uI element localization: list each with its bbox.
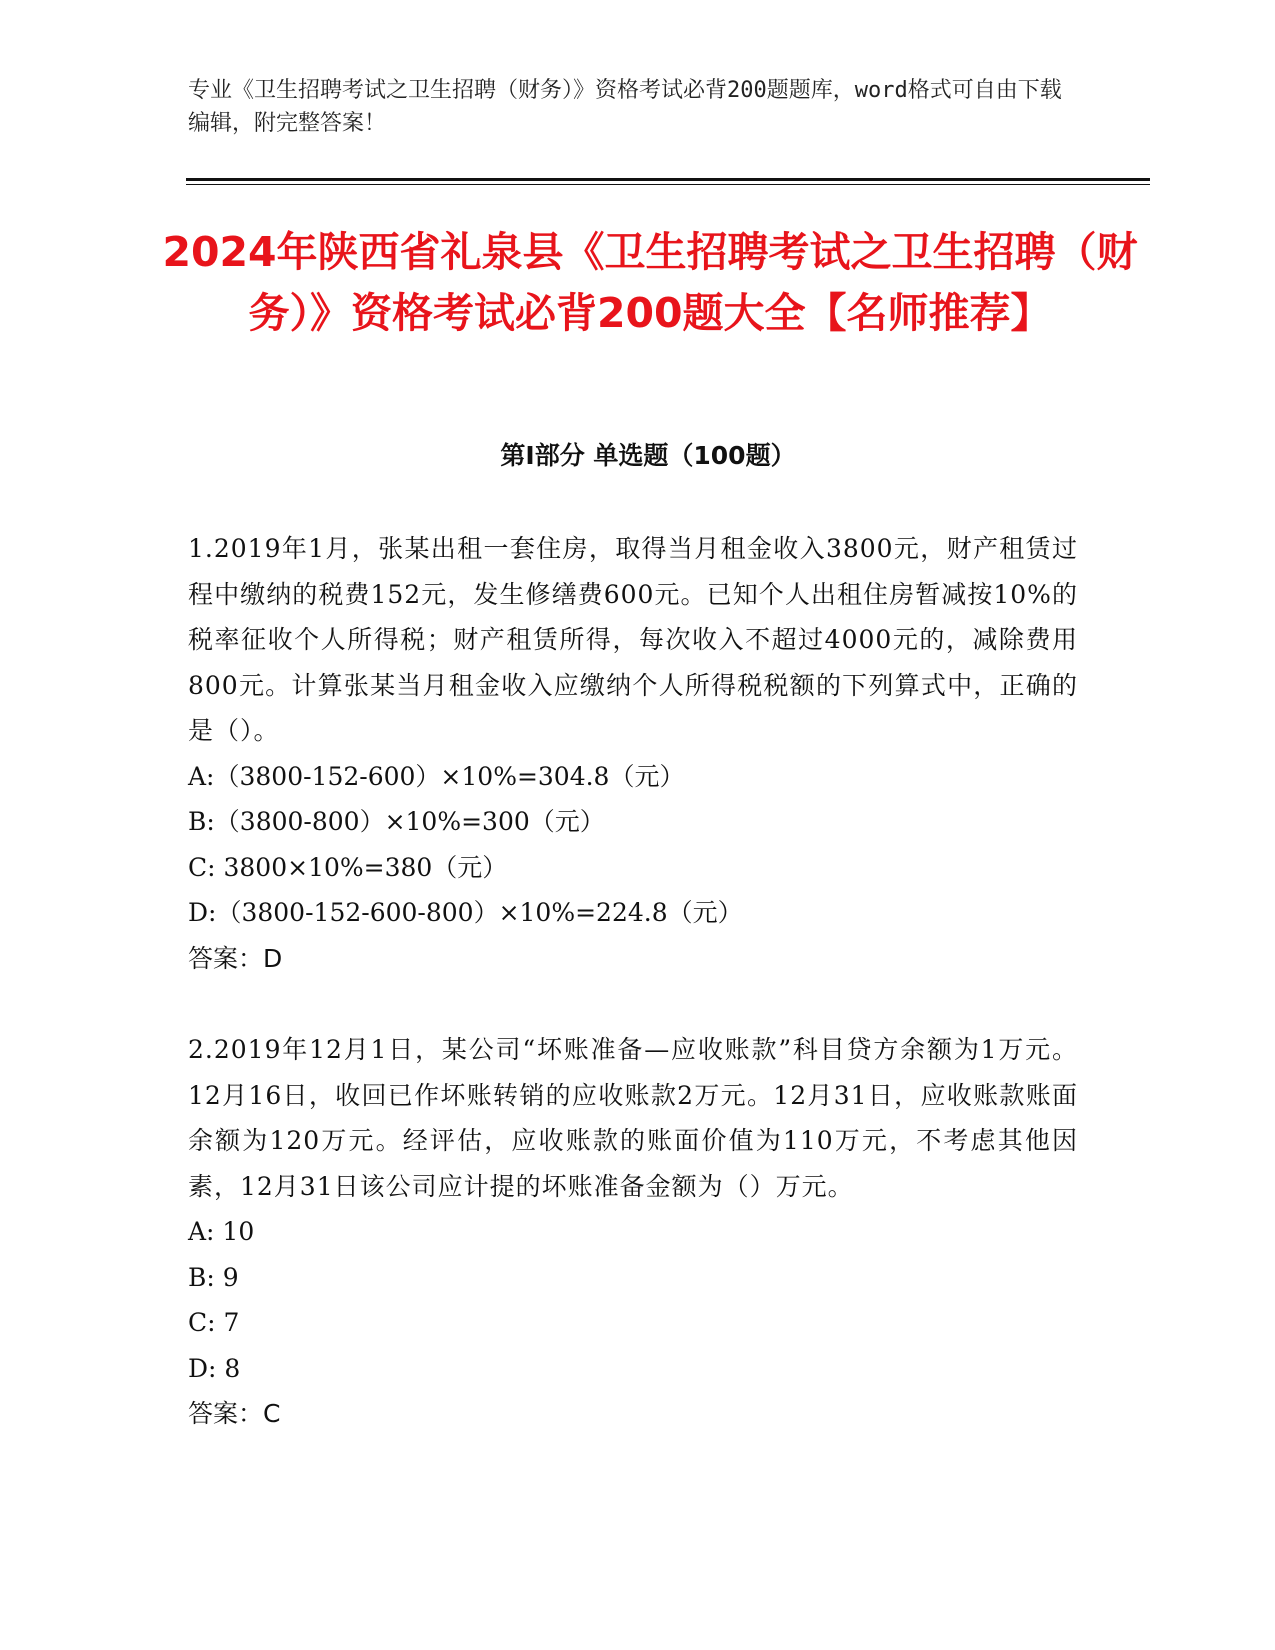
option-b: B: 9 bbox=[188, 1262, 239, 1292]
section-title: 第Ⅰ部分 单选题（100题） bbox=[500, 441, 796, 470]
question-stem: 2.2019年12月1日，某公司“坏账准备—应收账款”科目贷方余额为1万元。12月16日，收回已作坏账转销的应收账款2万元。12月31日，应收账款账面余额为120万元。经评估，应收账款的账面价值为110万元，不考虑其他因素，12月31日该公司应计提的坏账准备金额为（）万元。 bbox=[188, 1035, 1078, 1201]
header-note: 专业《卫生招聘考试之卫生招聘（财务）》资格考试必背200题题库，word格式可自由下载编辑，附完整答案！ bbox=[188, 78, 1062, 136]
answer: 答案：D bbox=[188, 943, 283, 973]
option-b: B:（3800-800）×10%=300（元） bbox=[188, 807, 605, 836]
answer: 答案：C bbox=[188, 1399, 281, 1428]
option-a: A: 10 bbox=[188, 1217, 255, 1246]
question-2 bbox=[188, 1027, 1078, 1437]
header-rule-thick bbox=[186, 178, 1150, 181]
option-c: C: 7 bbox=[188, 1308, 240, 1337]
question-stem: 1.2019年1月，张某出租一套住房，取得当月租金收入3800元，财产租赁过程中缴纳的税费152元，发生修缮费600元。已知个人出租住房暂减按10%的税率征收个人所得税；财产租赁所得，每次收入不超过4000元的，减除费用800元。计算张某当月租金收入应缴纳个人所得税税额的下列算式中，正确的是（）。 bbox=[188, 534, 1078, 745]
document-title: 2024年陕西省礼泉县《卫生招聘考试之卫生招聘（财务）》资格考试必背200题大全【名师推荐】 bbox=[162, 228, 1138, 337]
header-rule-thin bbox=[186, 184, 1150, 185]
question-1 bbox=[188, 526, 1078, 981]
option-c: C: 3800×10%=380（元） bbox=[188, 852, 508, 882]
option-a: A:（3800-152-600）×10%=304.8（元） bbox=[188, 761, 685, 791]
option-d: D: 8 bbox=[188, 1353, 241, 1383]
option-d: D:（3800-152-600-800）×10%=224.8（元） bbox=[188, 898, 743, 927]
